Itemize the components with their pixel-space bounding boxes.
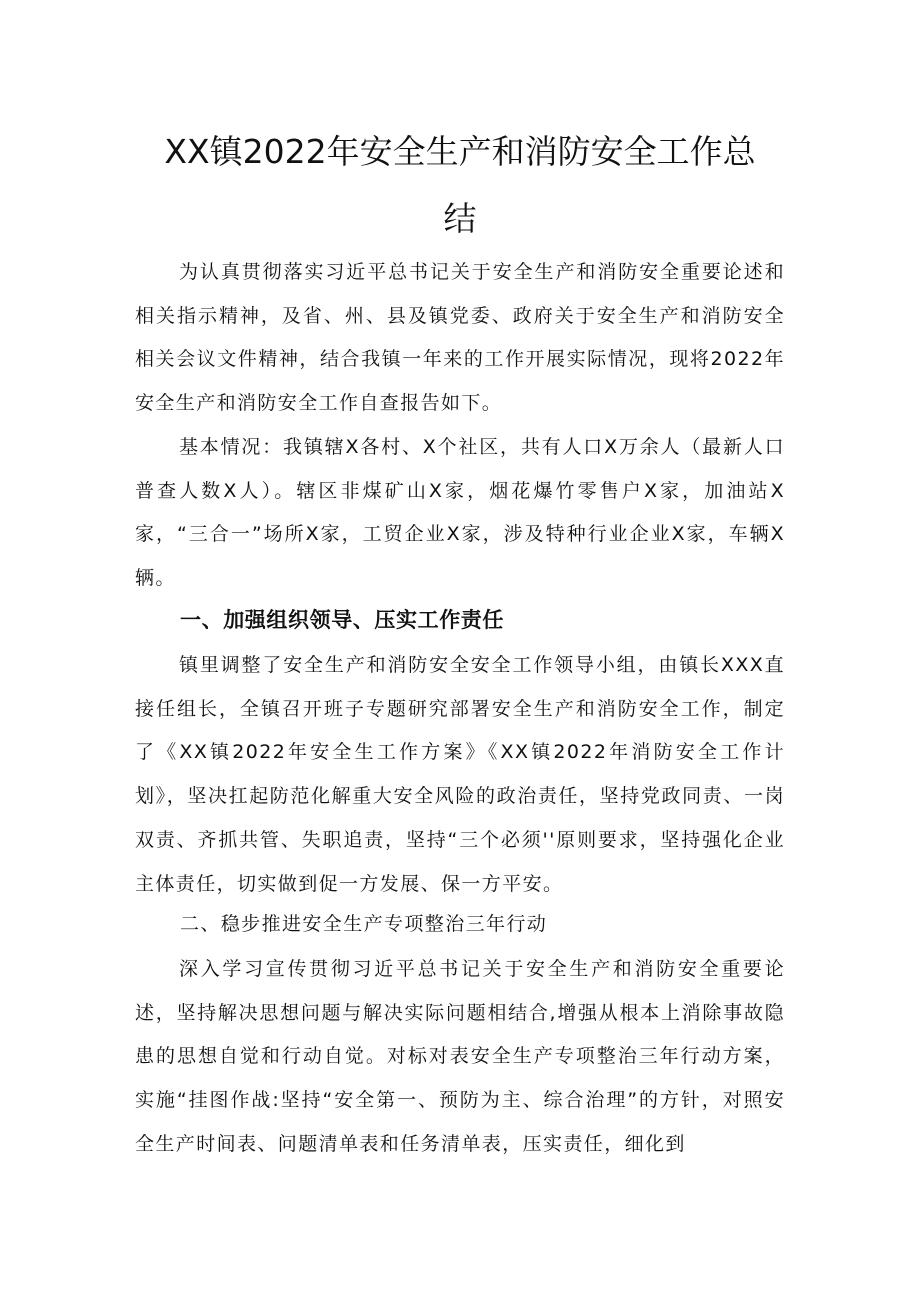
section1-paragraph: 镇里调整了安全生产和消防安全安全工作领导小组，由镇长XXX直接任组长，全镇召开班子专题研究部署安全生产和消防安全工作，制定了《XX镇2022年安全生工作方案》《XX镇2022年消防安全工作计划》，坚决扛起防范化解重大安全风险的政治责任，坚持党政同责、一岗双责、齐抓共管、失职追责，坚持“三个必须''原则要求，坚持强化企业主体责任，切实做到促一方发展、保一方平安。 — [135, 654, 785, 895]
document-title-line2: 结 — [443, 199, 477, 238]
section2-paragraph: 深入学习宣传贯彻习近平总书记关于安全生产和消防安全重要论述，坚持解决思想问题与解决实际问题相结合,增强从根本上消除事故隐患的思想自觉和行动自觉。对标对表安全生产专项整治三年行动方案，实施“挂图作战:坚持“安全第一、预防为主、综合治理”的方针，对照安全生产时间表、问题清单表和任务清单表，压实责任，细化到 — [135, 958, 785, 1155]
basic-info-paragraph: 基本情况：我镇辖X各村、X个社区，共有人口X万余人（最新人口普查人数X人）。辖区非煤矿山X家，烟花爆竹零售户X家，加油站X家，“三合一”场所X家，工贸企业X家，涉及特种行业企业X家，车辆X辆。 — [135, 436, 785, 590]
section2-heading: 二、稳步推进安全生产专项整治三年行动 — [180, 913, 548, 935]
section1-heading: 一、加强组织领导、压实工作责任 — [180, 608, 504, 632]
intro-paragraph: 为认真贯彻落实习近平总书记关于安全生产和消防安全重要论述和相关指示精神，及省、州、县及镇党委、政府关于安全生产和消防安全相关会议文件精神，结合我镇一年来的工作开展实际情况，现将2022年安全生产和消防安全工作自查报告如下。 — [135, 261, 785, 415]
document-title-line1: XX镇2022年安全生产和消防安全工作总 — [164, 132, 756, 171]
